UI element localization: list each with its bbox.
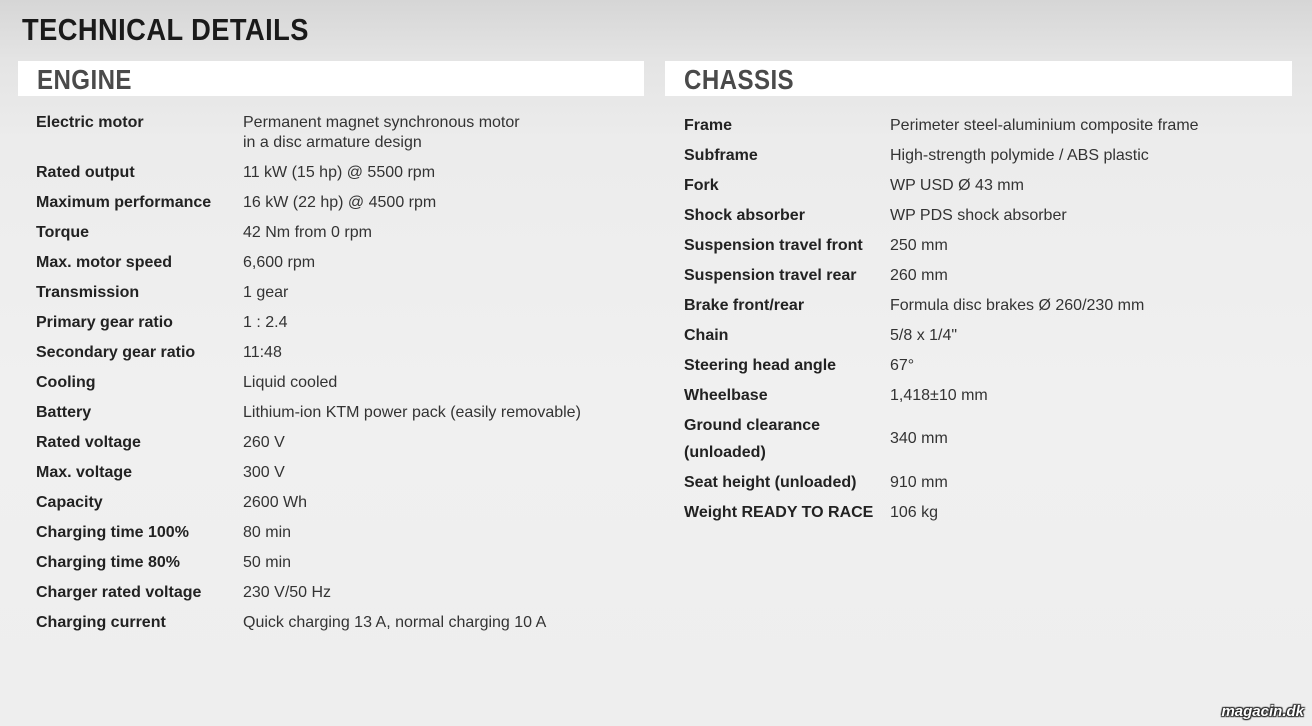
spec-value: Formula disc brakes Ø 260/230 mm: [890, 297, 1145, 314]
spec-label: Suspension travel front: [684, 237, 863, 254]
spec-label: Chain: [684, 327, 729, 344]
spec-value: 300 V: [243, 464, 285, 481]
watermark: magacin.dk: [1221, 703, 1304, 720]
spec-value: 1 gear: [243, 284, 289, 301]
table-row: [36, 429, 581, 459]
spec-label: Charger rated voltage: [36, 584, 202, 601]
spec-value: 11:48: [243, 344, 282, 361]
table-row: [36, 519, 581, 549]
table-row: [684, 262, 1199, 292]
table-row: [684, 382, 1199, 412]
spec-label-line: (unloaded): [684, 444, 766, 461]
engine-header: [18, 61, 644, 96]
table-row: [684, 232, 1199, 262]
table-row: [684, 142, 1199, 172]
spec-value: 6,600 rpm: [243, 254, 316, 271]
spec-label: [684, 412, 890, 469]
spec-label: Maximum performance: [36, 194, 212, 211]
spec-value: 67°: [890, 357, 915, 374]
chassis-spec-table: [684, 112, 1199, 529]
table-row: [36, 309, 581, 339]
spec-label: Subframe: [684, 147, 758, 164]
spec-value: 42 Nm from 0 rpm: [243, 224, 372, 241]
spec-value: 1,418±10 mm: [890, 387, 988, 404]
spec-label: Brake front/rear: [684, 297, 805, 314]
spec-label: Electric motor: [36, 114, 144, 131]
spec-value: 340 mm: [890, 430, 948, 447]
spec-label: Frame: [684, 117, 733, 134]
table-row: [684, 112, 1199, 142]
table-row: [684, 469, 1199, 499]
table-row: [36, 249, 581, 279]
table-row: [36, 219, 581, 249]
spec-label: Suspension travel rear: [684, 267, 857, 284]
spec-value: 5/8 x 1/4": [890, 327, 958, 344]
spec-value: [243, 110, 581, 159]
table-row: [36, 369, 581, 399]
table-row: [36, 579, 581, 609]
spec-label: Weight READY TO RACE: [684, 504, 874, 521]
table-row: [36, 159, 581, 189]
spec-value: 260 V: [243, 434, 285, 451]
page-title: TECHNICAL DETAILS: [22, 12, 309, 47]
table-row: [36, 189, 581, 219]
spec-label: Steering head angle: [684, 357, 837, 374]
spec-value: Quick charging 13 A, normal charging 10 A: [243, 614, 547, 631]
spec-value: Liquid cooled: [243, 374, 338, 391]
spec-value: WP PDS shock absorber: [890, 207, 1067, 224]
table-row: [36, 279, 581, 309]
spec-value: WP USD Ø 43 mm: [890, 177, 1024, 194]
engine-title: ENGINE: [37, 64, 132, 95]
table-row: [684, 499, 1199, 529]
spec-label: Primary gear ratio: [36, 314, 173, 331]
table-row: [36, 110, 581, 159]
spec-value: 11 kW (15 hp) @ 5500 rpm: [243, 164, 436, 181]
table-row: [36, 339, 581, 369]
spec-label: Cooling: [36, 374, 96, 391]
engine-panel: [18, 61, 644, 631]
spec-label: Max. voltage: [36, 464, 133, 481]
spec-label: Capacity: [36, 494, 103, 511]
spec-label-line: Ground clearance: [684, 417, 821, 434]
spec-value-line: in a disc armature design: [243, 134, 422, 151]
spec-label: Charging time 80%: [36, 554, 181, 571]
spec-label: Rated voltage: [36, 434, 141, 451]
table-row: [684, 412, 1199, 469]
spec-value: 80 min: [243, 524, 292, 541]
table-row: [684, 172, 1199, 202]
chassis-title: CHASSIS: [684, 64, 795, 95]
spec-value: 50 min: [243, 554, 292, 571]
spec-label: Torque: [36, 224, 90, 241]
spec-label: Seat height (unloaded): [684, 474, 857, 491]
chassis-header: [665, 61, 1292, 96]
spec-label: Wheelbase: [684, 387, 768, 404]
spec-value: Lithium-ion KTM power pack (easily removable): [243, 404, 581, 421]
table-row: [36, 549, 581, 579]
spec-label: Charging time 100%: [36, 524, 189, 541]
spec-label: Rated output: [36, 164, 135, 181]
spec-label: Secondary gear ratio: [36, 344, 196, 361]
spec-value: 16 kW (22 hp) @ 4500 rpm: [243, 194, 437, 211]
spec-value: 2600 Wh: [243, 494, 308, 511]
spec-value: 910 mm: [890, 474, 948, 491]
spec-value: 250 mm: [890, 237, 948, 254]
spec-value: 230 V/50 Hz: [243, 584, 332, 601]
spec-value: 106 kg: [890, 504, 939, 521]
table-row: [36, 399, 581, 429]
spec-value: 260 mm: [890, 267, 948, 284]
table-row: [684, 322, 1199, 352]
spec-label: Shock absorber: [684, 207, 805, 224]
chassis-panel: [665, 61, 1292, 521]
spec-value: 1 : 2.4: [243, 314, 288, 331]
table-row: [684, 292, 1199, 322]
spec-value-line: Permanent magnet synchronous motor: [243, 114, 520, 131]
table-row: [36, 489, 581, 519]
spec-value: High-strength polymide / ABS plastic: [890, 147, 1149, 164]
engine-spec-table: [36, 110, 581, 639]
spec-value: Perimeter steel-aluminium composite frame: [890, 117, 1199, 134]
spec-label: Battery: [36, 404, 92, 421]
spec-label: Charging current: [36, 614, 166, 631]
table-row: [684, 202, 1199, 232]
table-row: [36, 609, 581, 639]
table-row: [36, 459, 581, 489]
spec-label: Max. motor speed: [36, 254, 173, 271]
table-row: [684, 352, 1199, 382]
spec-label: Fork: [684, 177, 719, 194]
spec-label: Transmission: [36, 284, 140, 301]
